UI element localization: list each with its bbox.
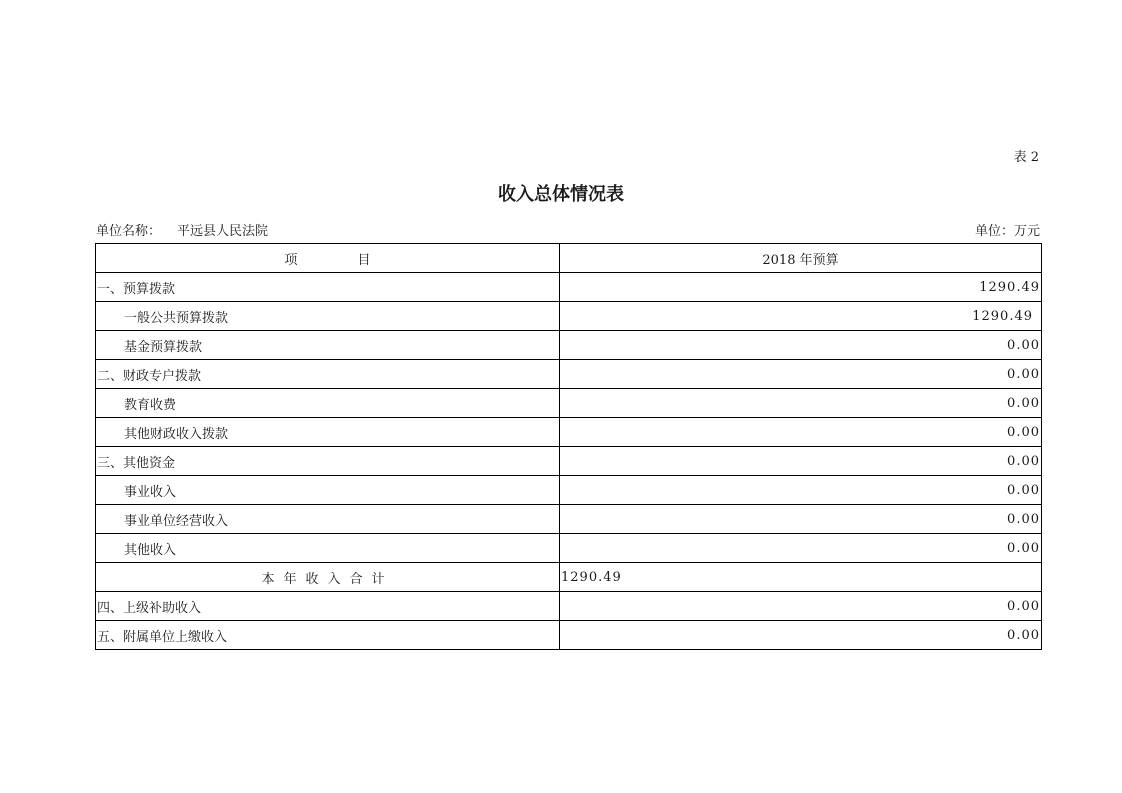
row-value: 0.00 — [560, 534, 1042, 563]
row-value: 0.00 — [560, 418, 1042, 447]
row-value: 1290.49 — [560, 302, 1042, 331]
table-row — [96, 476, 1042, 505]
header-item-cell — [96, 244, 560, 273]
row-value: 0.00 — [560, 331, 1042, 360]
row-label: 其他财政收入拨款 — [96, 418, 560, 447]
row-value: 0.00 — [560, 360, 1042, 389]
table-row — [96, 505, 1042, 534]
row-label: 五、附属单位上缴收入 — [96, 621, 560, 650]
table-row — [96, 534, 1042, 563]
header-item-a: 项 — [284, 252, 298, 268]
row-value: 0.00 — [560, 389, 1042, 418]
unit-name-value: 平远县人民法院 — [177, 224, 269, 239]
row-value: 0.00 — [560, 592, 1042, 621]
income-summary-table — [95, 243, 1042, 650]
row-label: 一般公共预算拨款 — [96, 302, 560, 331]
row-value: 0.00 — [560, 476, 1042, 505]
table-row — [96, 592, 1042, 621]
row-value: 1290.49 — [560, 273, 1042, 302]
row-label: 四、上级补助收入 — [96, 592, 560, 621]
table-number: 表 2 — [1013, 150, 1039, 165]
unit-name-group — [96, 220, 268, 239]
row-value: 0.00 — [560, 447, 1042, 476]
table-row — [96, 302, 1042, 331]
row-value: 0.00 — [560, 621, 1042, 650]
table-row — [96, 331, 1042, 360]
row-label: 事业单位经营收入 — [96, 505, 560, 534]
unit-name-label: 单位名称： — [96, 224, 162, 239]
total-value: 1290.49 — [560, 563, 1042, 592]
table-row — [96, 360, 1042, 389]
unit-info-row — [96, 220, 1040, 238]
header-item-b: 目 — [357, 252, 371, 268]
row-value: 0.00 — [560, 505, 1042, 534]
row-label: 基金预算拨款 — [96, 331, 560, 360]
table-row — [96, 418, 1042, 447]
row-label: 一、预算拨款 — [96, 273, 560, 302]
table-row — [96, 621, 1042, 650]
total-row — [96, 563, 1042, 592]
table-row — [96, 447, 1042, 476]
row-label: 二、财政专户拨款 — [96, 360, 560, 389]
total-label: 本年收入合计 — [96, 563, 560, 592]
table-header-row — [96, 244, 1042, 273]
table-row — [96, 273, 1042, 302]
row-label: 教育收费 — [96, 389, 560, 418]
page-title: 收入总体情况表 — [498, 184, 624, 205]
row-label: 三、其他资金 — [96, 447, 560, 476]
row-label: 其他收入 — [96, 534, 560, 563]
row-label: 事业收入 — [96, 476, 560, 505]
table-row — [96, 389, 1042, 418]
unit-label: 单位：万元 — [974, 224, 1040, 239]
header-budget-cell: 2018 年预算 — [560, 244, 1042, 273]
